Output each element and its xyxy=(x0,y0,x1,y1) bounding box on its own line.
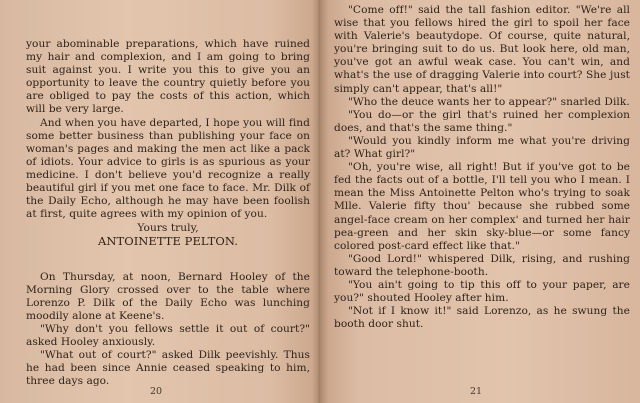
paragraph: "Would you kindly inform me what you're driving at? What girl?" xyxy=(334,134,630,161)
page-number-left: 20 xyxy=(150,386,163,397)
paragraph: "You do—or the girl that's ruined her complexion does, and that's the same thing." xyxy=(334,108,630,134)
paragraph: "Oh, you're wise, all right! But if you've got to be fed the facts out of a bottle, I'll tell you who I mean. I mean the Miss Antoinette Pelton who's trying to soak Mlle. Valerie fifty thou' because she rubbed some angel-face cream on her complex' and turned her hair pea-green and her skin sky-blue—or some fancy colored post-card effect like that." xyxy=(334,161,630,252)
book-gutter xyxy=(312,0,328,403)
right-page-text xyxy=(334,4,630,331)
right-page xyxy=(320,0,640,403)
paragraph: "Good Lord!" whispered Dilk, rising, and rushing toward the telephone-booth. xyxy=(334,252,630,278)
paragraph: "What out of court?" asked Dilk peevishly. Thus he had been since Annie ceased speaking to him, three days ago. xyxy=(26,349,310,388)
page-number-right: 21 xyxy=(470,386,483,397)
left-page-text xyxy=(26,38,310,388)
paragraph: "You ain't going to tip this off to your paper, are you?" shouted Hooley after him. xyxy=(334,278,630,305)
paragraph: And when you have departed, I hope you will find some better business than publishing your face on woman's pages and making the men act like a pack of idiots. Your advice to girls is as spurious as your medicine. I don't believe you'd recognize a really beautiful girl if you met one face to face. Mr. Dilk of the Daily Echo, although he may have been foolish at first, quite agrees with my opinion of you. xyxy=(26,116,310,221)
paragraph: your abominable preparations, which have ruined my hair and complexion, and I am going to bring suit against you. I write you this to give you an opportunity to leave the country quietly before you are obliged to pay the costs of this action, which will be very large. xyxy=(26,38,310,116)
paragraph: "Come off!" said the tall fashion editor. "We're all wise that you fellows hired the girl to spoil her face with Valerie's beautydope. Of course, quite natural, you're bringing suit to do us. But look here, old man, you've got an awful weak case. You can't win, and what's the use of dragging Valerie into court? She just simply can't appear, that's all!" xyxy=(334,4,630,95)
signature: ANTOINETTE PELTON. xyxy=(98,234,238,249)
paragraph: "Not if I know it!" said Lorenzo, as he swung the booth door shut. xyxy=(334,305,630,331)
left-page xyxy=(0,0,318,403)
paragraph: "Why don't you fellows settle it out of court?" asked Hooley anxiously. xyxy=(26,322,310,348)
paragraph: On Thursday, at noon, Bernard Hooley of the Morning Glory crossed over to the table where Lorenzo P. Dilk of the Daily Echo was lunching moodily alone at Keene's. xyxy=(26,270,310,322)
paragraph: "Who the deuce wants her to appear?" snarled Dilk. xyxy=(348,95,630,108)
closing: Yours truly, xyxy=(137,222,199,235)
